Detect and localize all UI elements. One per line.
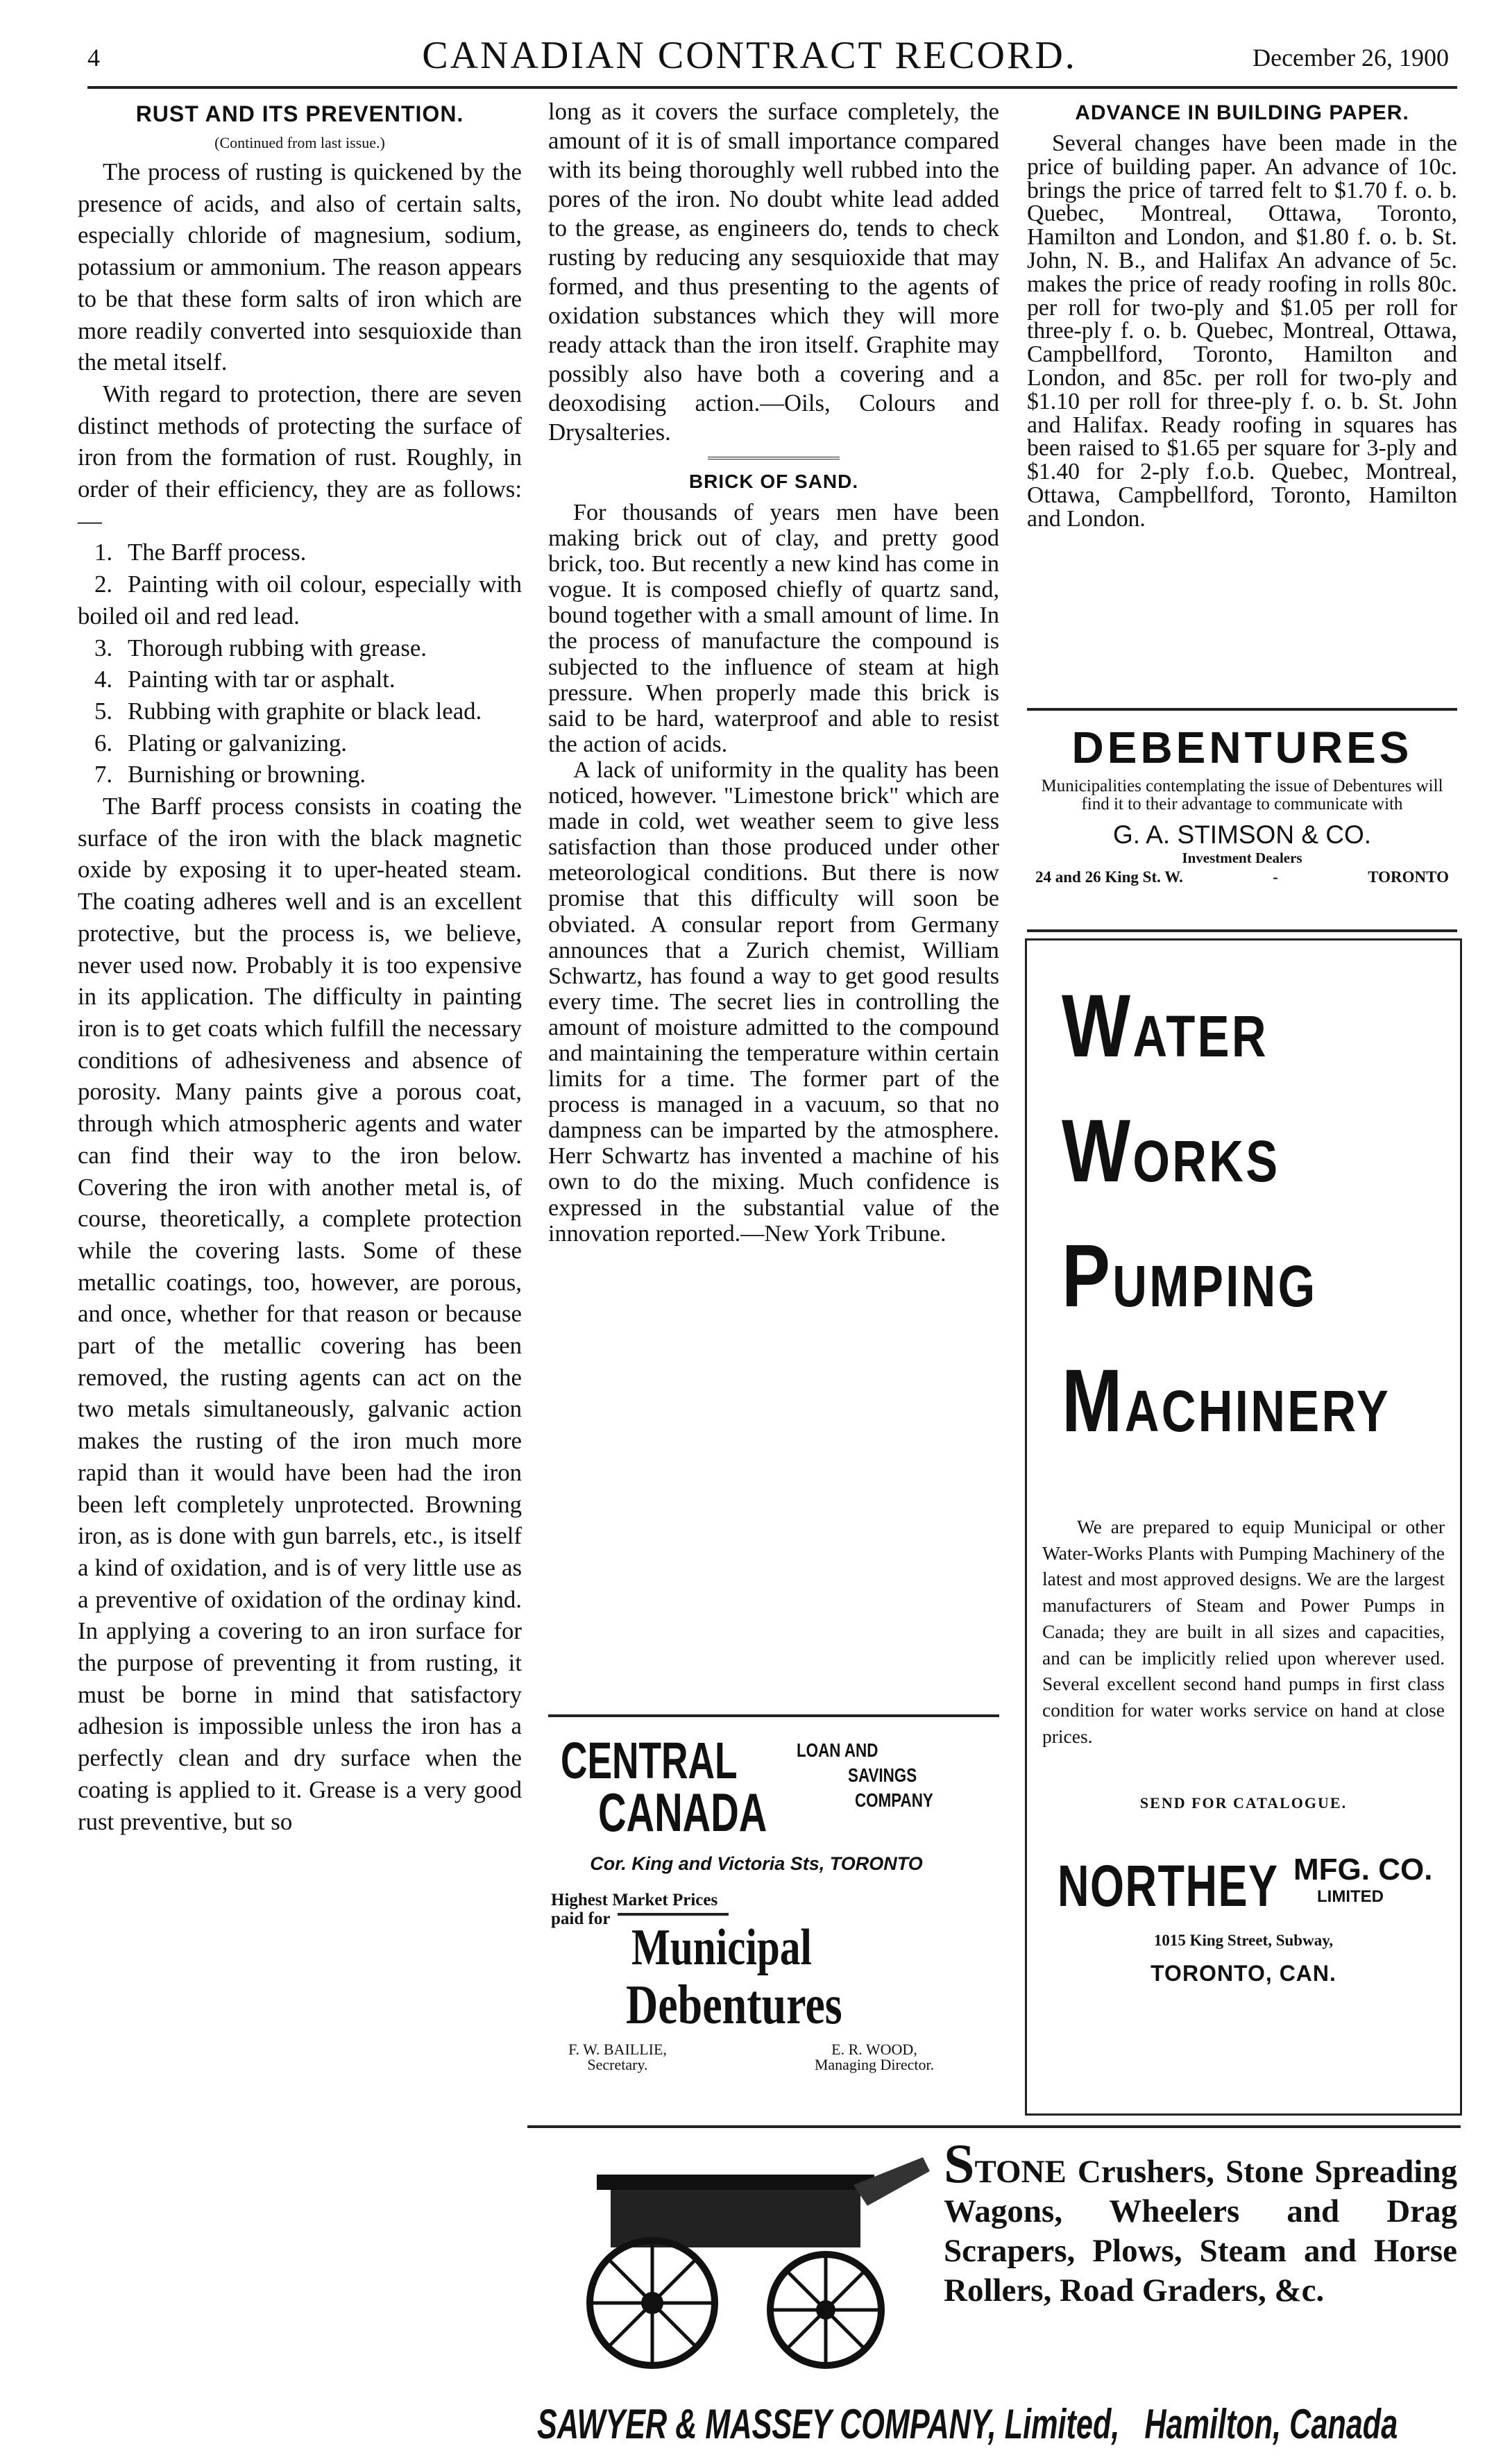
debentures-ad-company: G. A. STIMSON & CO.: [1112, 820, 1372, 849]
ad-word-machinery: MACHINERY: [1062, 1351, 1391, 1451]
page-header: [42, 29, 1457, 85]
stone-crushers-text: STONE Crushers, Stone Spreading Wagons, Wheelers and Drag Scrapers, Plows, Steam and Horse Rollers, Road Graders, &c.: [944, 2134, 1457, 2309]
rust-paragraph-3: The Barff process consists in coating the surface of the iron with the black magnetic oxide by exposing it to uper-heated steam. The coating adheres well and is an excellent protective, but the process is, we believe, never used now. Probably it is too expensive in its application. The difficulty in painting iron is to get coats which fulfill the necessary conditions of adhesiveness and absence of porosity. Many paints give a porous coat, through which atmospheric agents and water can find their way to the iron below. Covering the iron with another metal is, of course, theoretically, a complete protection while the covering lasts. Some of these metallic coatings, too, however, are porous, and once, whether for that reason or because part of the metallic covering has been removed, the rusting agents can act on the two metals simultaneously, galvanic action makes the rusting of the iron much more rapid than it would have been had the iron been left completely unprotected. Browning iron, as is done with gun barrels, etc., is itself a kind of oxidation, and is of very little use as a preventive of oxidation of the ordinay kind. In applying a covering to an iron surface for the purpose of preventing it from rusting, it must be borne in mind that satisfactory adhesion is impossible unless the iron has a perfectly clean and dry surface when the coating is applied to it. Grease is a very good rust preventive, but so: [78, 793, 522, 1835]
brick-paragraph-1: For thousands of years men have been making brick out of clay, and pretty good brick, too. But recently a new kind has come in vogue. It is composed chiefly of quartz sand, bound together with a small amount of lime. In the process of manufacture the compound is subjected to the influence of steam at high pressure. When properly made this brick is said to be hard, waterproof and able to resist the action of acids.: [548, 500, 999, 757]
issue-date: December 26, 1900: [1252, 44, 1449, 71]
rust-paragraph-1: The process of rusting is quickened by the presence of acids, and also of certain salts, especially chloride of magnesium, sodium, potassium or ammonium. The reason appears to be that these form salts of iron which are more readily converted into sesquioxide than the metal itself.: [78, 158, 522, 376]
ad-word-pumping: PUMPING: [1062, 1226, 1318, 1326]
central-word: CENTRAL: [561, 1732, 738, 1789]
debentures-ad-address: 24 and 26 King St. W.: [1035, 868, 1183, 886]
ad-word-water: WATER: [1062, 977, 1268, 1076]
waterworks-ad: [1025, 938, 1462, 2116]
road-wagon-illustration: [548, 2143, 937, 2372]
northey-logo: NORTHEY: [1058, 1853, 1279, 1918]
debentures-ad-heading: DEBENTURES: [1071, 723, 1413, 773]
debentures-ad-dealers: Investment Dealers: [1182, 850, 1302, 866]
method-item: 7. Burnishing or browning.: [94, 761, 366, 788]
northey-street: 1015 King Street, Subway,: [1153, 1932, 1334, 1949]
stone-crushers-ad: [527, 2125, 1461, 2454]
method-item: 2. Painting with oil colour, especially with boiled oil and red lead.: [78, 571, 522, 630]
rust-heading: RUST AND ITS PREVENTION.: [135, 101, 464, 126]
debentures-word: Debentures: [626, 1975, 842, 2036]
publication-title: CANADIAN CONTRACT RECORD.: [422, 34, 1077, 77]
section-divider: [708, 457, 840, 459]
method-item: 4. Painting with tar or asphalt.: [94, 666, 396, 693]
loan-word: LOAN AND: [797, 1739, 878, 1761]
highest-prices: Highest Market Prices paid for: [551, 1891, 718, 1928]
central-address: Cor. King and Victoria Sts, TORONTO: [590, 1853, 923, 1874]
rust-paragraph-2: With regard to protection, there are seven distinct methods of protecting the surface of iron from the formation of rust. Roughly, in order of their efficiency, they are as follows:—: [78, 380, 522, 534]
brick-heading: BRICK OF SAND.: [688, 471, 859, 492]
rust-continued-note: (Continued from last issue.): [214, 134, 385, 151]
debentures-ad-dash: -: [1273, 868, 1278, 886]
debentures-ad: [1027, 708, 1457, 932]
ad-word-works: WORKS: [1062, 1102, 1280, 1201]
header-rule: [87, 86, 1457, 89]
northey-mfg: MFG. CO.: [1293, 1853, 1433, 1887]
rust-paragraph-4: long as it covers the surface completely, the amount of it is of small importance compared with its being thoroughly well rubbed into the pores of the iron. No doubt white lead added to the grease, as engineers do, tends to check rusting by reducing any sesquioxide that may formed, and thus presenting to the agents of oxidation substances which they will more ready attack than the iron itself. Graphite may possibly also have both a covering and a deoxodising action.—Oils, Colours and Drysalteries.: [548, 98, 999, 446]
company-word: COMPANY: [855, 1789, 933, 1811]
waterworks-ad-description: We are prepared to equip Municipal or other Water-Works Plants with Pumping Machinery of the latest and most approved designs. We are the largest manufacturers of Steam and Power Pumps in Canada; they are built in all sizes and capacities, and can be implicitly relied upon wherever used. Several excellent second hand pumps in first class condition for water works service on hand at close prices.: [1042, 1516, 1445, 1747]
northey-city: TORONTO, CAN.: [1150, 1961, 1336, 1986]
method-item: 1. The Barff process.: [94, 539, 307, 566]
sawyer-massey-line: SAWYER & MASSEY COMPANY, Limited, Hamilton, Canada: [537, 2401, 1398, 2447]
debentures-ad-text: Municipalities contemplating the issue of Debentures will find it to their advantage to communicate with: [1041, 777, 1443, 813]
method-item: 5. Rubbing with graphite or black lead.: [94, 697, 482, 725]
column-1: [78, 97, 522, 1837]
paper-paragraph: Several changes have been made in the price of building paper. An advance of 10c. brings the price of tarred felt to $1.70 f. o. b. Quebec, Montreal, Ottawa, Toronto, Hamilton and London, and $1.80 f. o. b. St. John, N. B., and Halifax An advance of 5c. makes the price of ready roofing in rolls 80c. per roll for two-ply and $1.05 per roll for three-ply f. o. b. Quebec, Montreal, Ottawa, Campbellford, Toronto, Hamilton and London, and 85c. per roll for two-ply and $1.10 per roll for three-ply f. o. b. St. John and Halifax. Ready roofing in squares has been raised to $1.65 per square for 3-ply and $1.40 for 2-ply f.o.b. Quebec, Montreal, Ottawa, Campbellford, Toronto, Hamilton and London.: [1027, 130, 1457, 532]
signature-director: E. R. WOOD, Managing Director.: [814, 2041, 935, 2073]
municipal-word: Municipal: [631, 1919, 812, 1976]
column-2: [548, 97, 999, 1247]
canada-word: CANADA: [598, 1782, 767, 1843]
savings-word: SAVINGS: [848, 1764, 917, 1786]
signature-secretary: F. W. BAILLIE, Secretary.: [568, 2041, 667, 2073]
northey-limited: LIMITED: [1317, 1887, 1384, 1906]
brick-paragraph-2: A lack of uniformity in the quality has been noticed, however. "Limestone brick" which are made in cold, wet weather seem to give less satisfaction than those produced under other meteorological conditions. But there is now promise that this difficulty will soon be obviated. A consular report from Germany announces that a Zurich chemist, William Schwartz, has found a way to get good results every time. The secret lies in controlling the amount of moisture admitted to the compound and maintaining the temperature within certain limits for a time. The former part of the process is managed in a vacuum, so that no dampness can be imparted by the atmosphere. Herr Schwartz has invented a machine of his own to do the mixing. Much confidence is expressed in the substantial value of the innovation reported.—New York Tribune.: [548, 757, 999, 1247]
method-item: 3. Thorough rubbing with grease.: [94, 634, 427, 661]
debentures-ad-address-line: [1035, 868, 1449, 886]
debentures-ad-city: TORONTO: [1368, 868, 1449, 886]
paper-heading: ADVANCE IN BUILDING PAPER.: [1075, 101, 1409, 124]
page-number: 4: [87, 44, 100, 71]
column-3: [1027, 97, 1457, 531]
method-item: 6. Plating or galvanizing.: [94, 729, 348, 757]
central-canada-ad: [548, 1714, 999, 2106]
waterworks-ad-send: SEND FOR CATALOGUE.: [1139, 1794, 1348, 1812]
pointer-rule: [618, 1913, 729, 1916]
